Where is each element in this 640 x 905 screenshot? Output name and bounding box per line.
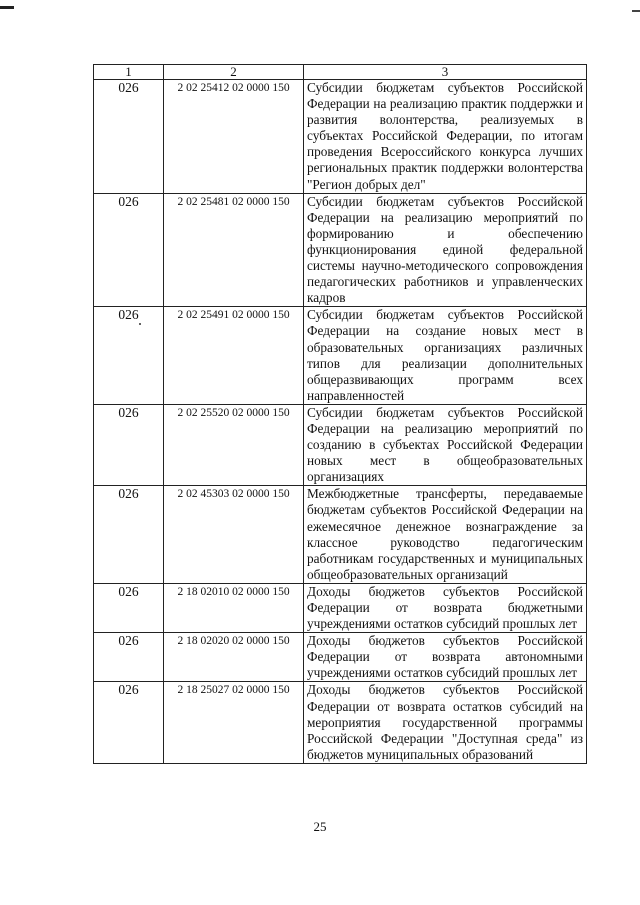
budget-code-cell: 2 18 02020 02 0000 150 <box>164 633 304 682</box>
budget-code-cell: 2 02 45303 02 0000 150 <box>164 486 304 584</box>
admin-code-cell: 026 <box>94 583 164 632</box>
description-cell: Доходы бюджетов субъектов Российской Федерации от возврата автономными учреждениями остатков субсидий прошлых лет <box>304 633 587 682</box>
table-row <box>94 682 587 763</box>
budget-code-cell: 2 18 25027 02 0000 150 <box>164 682 304 763</box>
revenue-codes-table <box>93 64 587 764</box>
header-col-3: 3 <box>304 65 587 80</box>
table-row <box>94 307 587 405</box>
table-row <box>94 80 587 194</box>
header-col-1: 1 <box>94 65 164 80</box>
table-row <box>94 193 587 307</box>
table-row <box>94 404 587 485</box>
admin-code-cell: 026 <box>94 307 164 405</box>
description-cell: Доходы бюджетов субъектов Российской Федерации от возврата бюджетными учреждениями остатков субсидий прошлых лет <box>304 583 587 632</box>
description-cell: Субсидии бюджетам субъектов Российской Федерации на реализацию мероприятий по формированию и обеспечению функционирования единой федеральной системы научно-методического сопровождения педагогических работников и управленческих кадров <box>304 193 587 307</box>
description-cell: Межбюджетные трансферты, передаваемые бюджетам субъектов Российской Федерации на ежемесячное денежное вознаграждение за классное руководство педагогическим работникам государственных и муниципальных общеобразовательных организаций <box>304 486 587 584</box>
header-col-2: 2 <box>164 65 304 80</box>
budget-code-cell: 2 18 02010 02 0000 150 <box>164 583 304 632</box>
budget-code-cell: 2 02 25412 02 0000 150 <box>164 80 304 194</box>
admin-code-cell: 026 <box>94 404 164 485</box>
scan-artifact-right <box>632 10 640 12</box>
table-row <box>94 486 587 584</box>
description-cell: Субсидии бюджетам субъектов Российской Федерации на реализацию мероприятий по созданию в субъектах Российской Федерации новых мест в общеобразовательных организациях <box>304 404 587 485</box>
description-cell: Доходы бюджетов субъектов Российской Федерации от возврата остатков субсидий на мероприятия государственной программы Российской Федерации "Доступная среда" из бюджетов муниципальных образований <box>304 682 587 763</box>
budget-code-cell: 2 02 25481 02 0000 150 <box>164 193 304 307</box>
scan-artifact-left <box>0 6 14 9</box>
description-cell: Субсидии бюджетам субъектов Российской Федерации на создание новых мест в образовательных организациях различных типов для реализации дополнительных общеразвивающих программ всех направленностей <box>304 307 587 405</box>
budget-code-cell: 2 02 25520 02 0000 150 <box>164 404 304 485</box>
admin-code-cell: 026 <box>94 486 164 584</box>
description-cell: Субсидии бюджетам субъектов Российской Федерации на реализацию практик поддержки и развития волонтерства, реализуемых в субъектах Российской Федерации, по итогам проведения Всероссийского конкурса лучших региональных практик поддержки волонтерства "Регион добрых дел" <box>304 80 587 194</box>
page-number: 25 <box>313 819 327 834</box>
admin-code-cell: 026 <box>94 80 164 194</box>
admin-code-cell: 026 <box>94 682 164 763</box>
table-row <box>94 633 587 682</box>
table-row <box>94 583 587 632</box>
admin-code-cell: 026 <box>94 193 164 307</box>
table-header-row <box>94 65 587 80</box>
admin-code-cell: 026 <box>94 633 164 682</box>
budget-code-cell: 2 02 25491 02 0000 150 <box>164 307 304 405</box>
